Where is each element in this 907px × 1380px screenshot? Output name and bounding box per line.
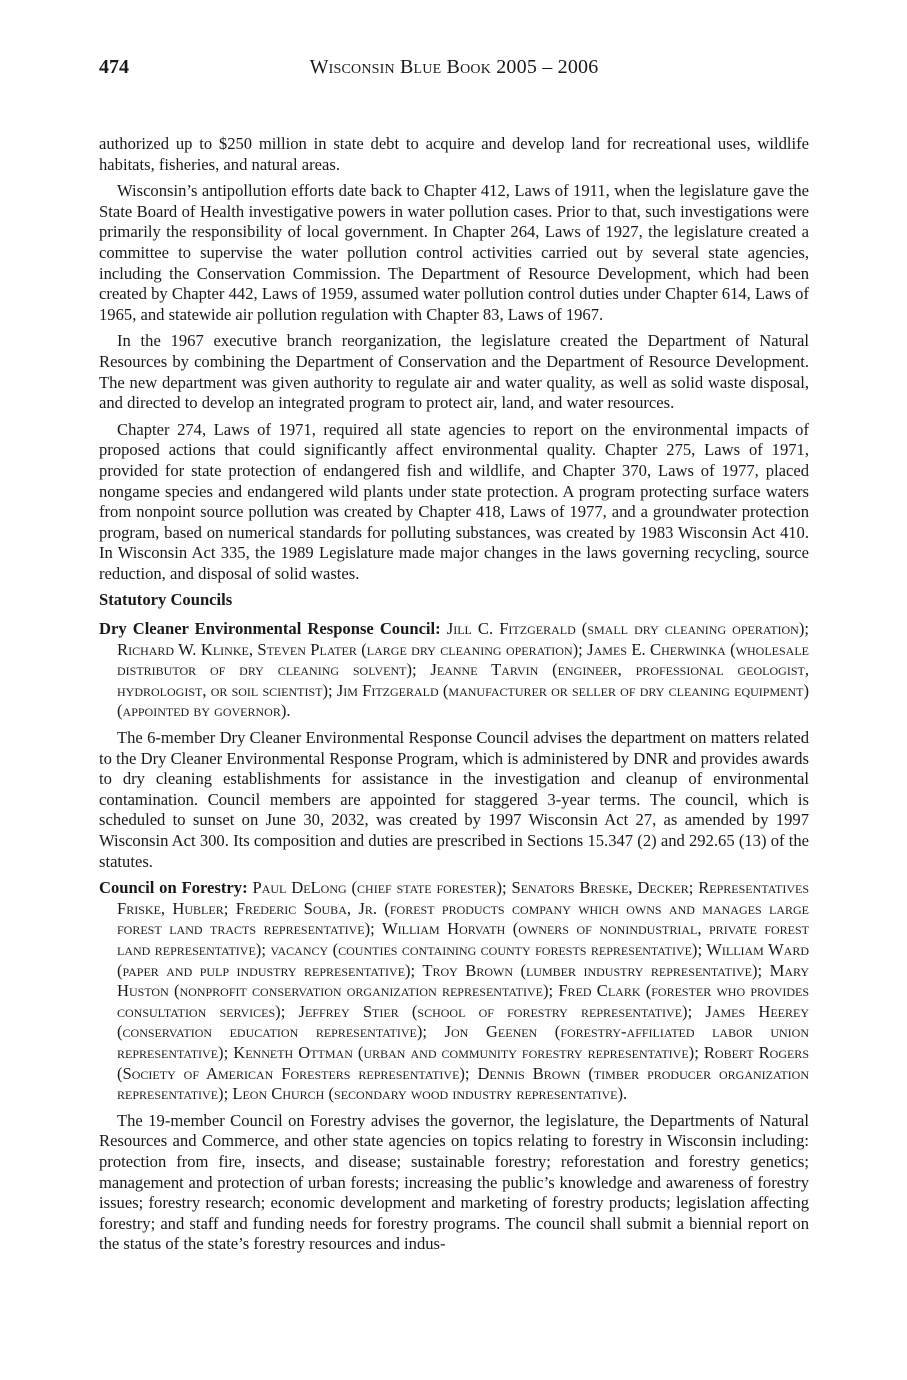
council-name: Dry Cleaner Environmental Response Council: [99,619,441,639]
page-number: 474 [99,56,129,78]
council-name: Council on Forestry: [99,878,248,898]
council-members: Jill C. Fitzgerald (small dry cleaning operation); Richard W. Klinke, Steven Plater (large dry cleaning operation); James E. Cherwinka (wholesale distributor of dry cleaning solvent); Jeanne Tarvin (engineer, professional geologist, hydrologist, or soil scientist); Jim Fitzgerald (manufacturer or seller of dry cleaning equipment) (appointed by governor). [117,619,809,721]
body-paragraph: Chapter 274, Laws of 1971, required all state agencies to report on the environmental impacts of proposed actions that could significantly affect environmental quality. Chapter 275, Laws of 1971, provided for state protection of endangered fish and wildlife, and Chapter 370, Laws of 1977, placed nongame species and endangered wild plants under state protection. A program protecting surface waters from nonpoint source pollution was created by Chapter 418, Laws of 1977, and a groundwater protection program, based on numerical standards for polluting substances, was created by 1983 Wisconsin Act 410. In Wisconsin Act 335, the 1989 Legislature made major changes in the laws governing recycling, source reduction, and disposal of solid wastes. [99,419,809,583]
body-paragraph: In the 1967 executive branch reorganization, the legislature created the Department of Natural Resources by combining the Department of Conservation and the Department of Resource Development. The new department was given authority to regulate air and water quality, as well as solid waste disposal, and directed to develop an integrated program to protect air, land, and water resources. [99,331,809,413]
body-paragraph: authorized up to $250 million in state debt to acquire and develop land for recreational uses, wildlife habitats, fisheries, and natural areas. [99,134,809,174]
council-members: Paul DeLong (chief state forester); Senators Breske, Decker; Representatives Friske, Hubler; Frederic Souba, Jr. (forest products company which owns and manages large forest land tracts representative); William Horvath (owners of nonindustrial, private forest land representative); vacancy (counties containing county forests representative); William Ward (paper and pulp industry representative); Troy Brown (lumber industry representative); Mary Huston (nonprofit conservation organization representative); Fred Clark (forester who provides consultation services); Jeffrey Stier (school of forestry representative); James Heerey (conservation education representative); Jon Geenen (forestry-affiliated labor union representative); Kenneth Ottman (urban and community forestry representative); Robert Rogers (Society of American Foresters representative); Dennis Brown (timber producer organization representative); Leon Church (secondary wood industry representative). [117,878,809,1104]
page-header [99,56,809,80]
section-title: Statutory Councils [99,590,233,610]
running-title: Wisconsin Blue Book 2005 – 2006 [309,56,599,78]
council-entry-forestry [99,878,809,1105]
council-entry-dry-cleaner [99,619,809,722]
body-paragraph: Wisconsin’s antipollution efforts date back to Chapter 412, Laws of 1911, when the legislature gave the State Board of Health investigative powers in water pollution cases. Prior to that, such investigations were primarily the responsibility of local government. In Chapter 264, Laws of 1927, the legislature created a committee to supervise the water pollution control activities carried out by several state agencies, including the Conservation Commission. The Department of Resource Development, which had been created by Chapter 442, Laws of 1959, assumed water pollution control duties under Chapter 614, Laws of 1965, and statewide air pollution regulation with Chapter 83, Laws of 1967. [99,181,809,324]
page-body [99,134,809,1261]
council-description: The 6-member Dry Cleaner Environmental Response Council advises the department on matters related to the Dry Cleaner Environmental Response Program, which is administered by DNR and provides awards to dry cleaning establishments for assistance in the investigation and cleanup of environmental contamination. Council members are appointed for staggered 3-year terms. The council, which is scheduled to sunset on June 30, 2032, was created by 1997 Wisconsin Act 27, as amended by 1997 Wisconsin Act 300. Its composition and duties are prescribed in Sections 15.347 (2) and 292.65 (13) of the statutes. [99,728,809,871]
council-description: The 19-member Council on Forestry advises the governor, the legislature, the Departments of Natural Resources and Commerce, and other state agencies on topics relating to forestry in Wisconsin including: protection from fire, insects, and disease; sustainable forestry; reforestation and forestry genetics; management and protection of urban forests; increasing the public’s knowledge and awareness of forestry issues; forestry research; economic development and marketing of forestry products; legislation affecting forestry; and staff and funding needs for forestry programs. The council shall submit a biennial report on the status of the state’s forestry resources and indus- [99,1110,809,1254]
